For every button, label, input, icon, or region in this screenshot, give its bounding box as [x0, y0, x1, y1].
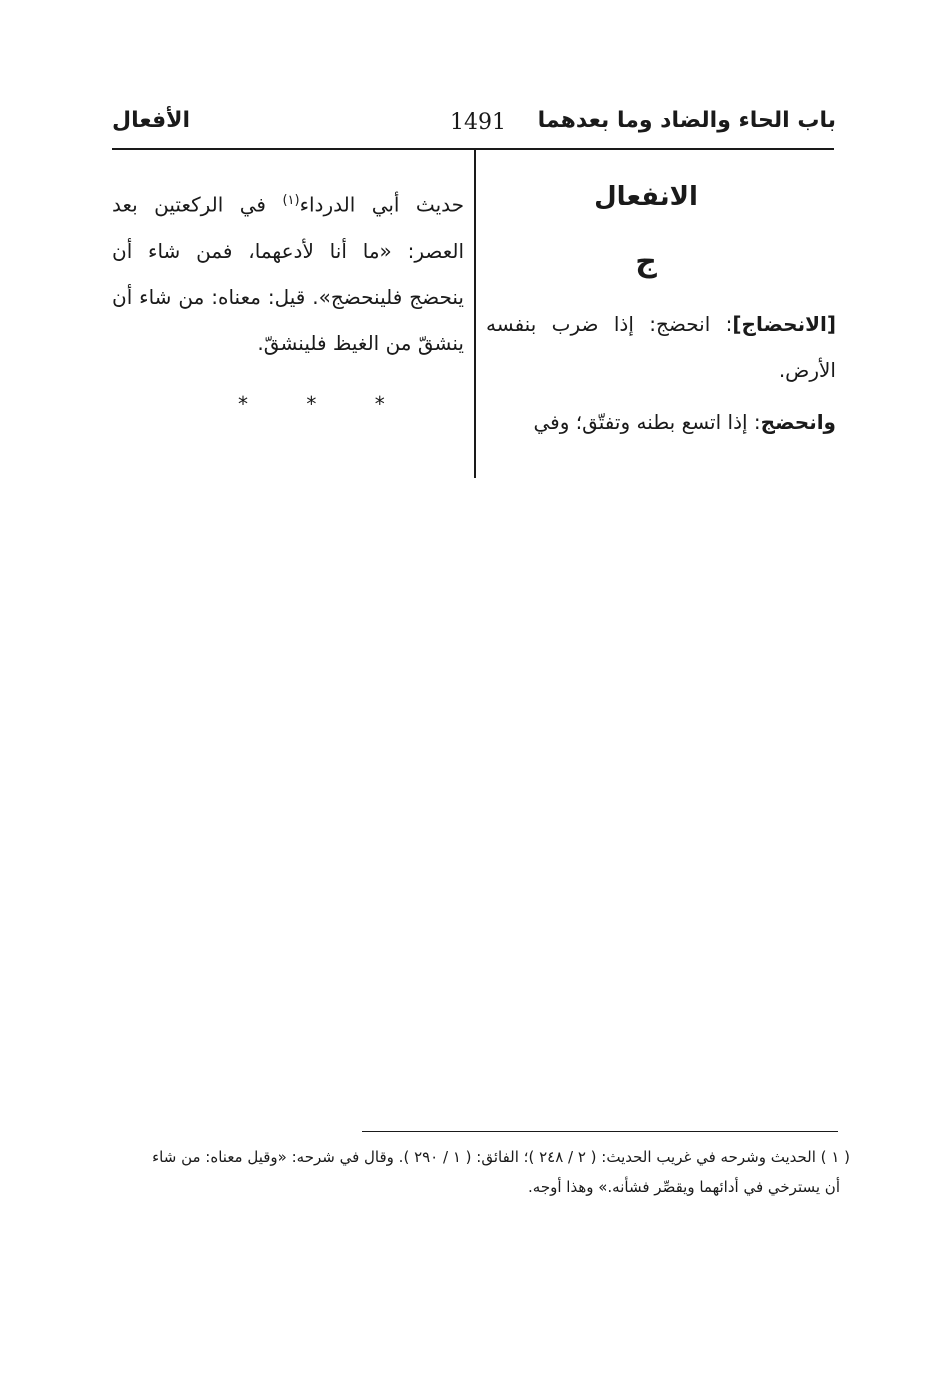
hadith-text: حديث أبي الدرداء	[299, 192, 465, 217]
hadith-text-continued: في الركعتين بعد العصر: «ما أنا لأدعهما، فمن شاء أن ينحضج فلينحضج». قيل: معناه: من شاء أن ينشقّ من الغيظ فلينشقّ.	[112, 192, 464, 355]
footnote-line-2: أن يسترخي في أدائهما ويقصِّر فشأنه.» وهذا أوجه.	[528, 1178, 840, 1196]
section-title: الانفعال	[594, 182, 698, 212]
entry-inhidaj	[486, 301, 836, 393]
section-separator: * * *	[238, 392, 411, 416]
footnote-line-1: ( ١ ) الحديث وشرحه في غريب الحديث: ( ٢ / ٢٤٨ )؛ الفائق: ( ١ / ٢٩٠ ). وقال في شرحه: «وقيل معناه: من شاء	[152, 1148, 850, 1166]
entry-term: [الانحضاج]	[732, 312, 836, 336]
footnote	[116, 1142, 850, 1202]
running-header-chapter: باب الحاء والضاد وما بعدهما	[537, 108, 836, 133]
header-rule	[112, 148, 834, 150]
column-divider	[474, 150, 476, 478]
entry-wanhadaj	[486, 399, 836, 445]
footnote-rule	[362, 1131, 838, 1132]
footnote-reference: (١)	[282, 193, 300, 208]
page-number: 1491	[450, 110, 506, 135]
entry-term: وانحضج	[760, 410, 836, 434]
entry-definition: : إذا اتسع بطنه وتفتّق؛ وفي	[533, 410, 761, 434]
letter-heading: ج	[635, 244, 657, 279]
left-column-text	[112, 178, 464, 366]
running-header-section: الأفعال	[112, 108, 191, 133]
entry-definition: : انحضج: إذا ضرب بنفسه الأرض.	[486, 312, 836, 382]
right-column	[486, 172, 836, 451]
